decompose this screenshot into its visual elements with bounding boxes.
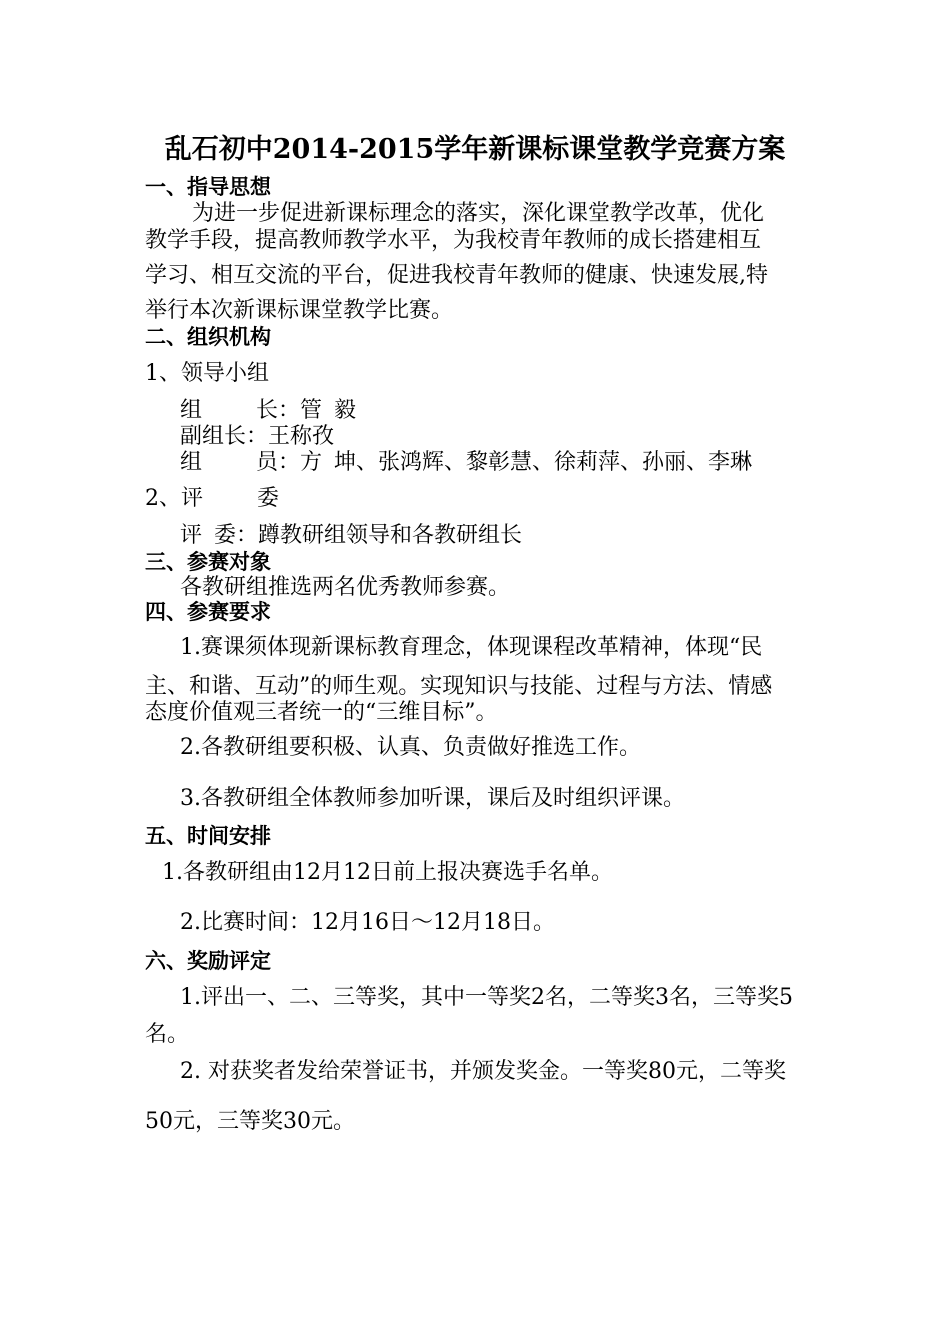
subsection-judges: 2、评 委 — [145, 486, 280, 511]
paragraph-line: 教学手段，提高教师教学水平，为我校青年教师的成长搭建相互 — [145, 228, 762, 253]
paragraph-line: 为进一步促进新课标理念的落实，深化课堂教学改革，优化 — [192, 201, 765, 226]
document-title: 乱石初中2014-2015学年新课标课堂教学竞赛方案 — [164, 134, 786, 165]
section-heading-guiding-idea: 一、指导思想 — [145, 175, 271, 199]
paragraph-line: 50元，三等奖30元。 — [145, 1109, 355, 1134]
paragraph-line: 学习、相互交流的平台，促进我校青年教师的健康、快速发展,特 — [145, 263, 768, 288]
paragraph-line: 1.各教研组由12月12日前上报决赛选手名单。 — [162, 860, 613, 885]
leader-row: 组 长：管 毅 — [180, 398, 357, 423]
section-heading-requirements: 四、参赛要求 — [145, 600, 271, 624]
paragraph-line: 2.比赛时间：12月16日～12月18日。 — [180, 910, 555, 935]
paragraph-line: 主、和谐、互动”的师生观。实现知识与技能、过程与方法、情感 — [145, 674, 773, 699]
paragraph-line: 举行本次新课标课堂教学比赛。 — [145, 298, 454, 323]
paragraph-line: 名。 — [145, 1022, 190, 1047]
paragraph-line: 2.各教研组要积极、认真、负责做好推选工作。 — [180, 735, 641, 760]
paragraph-line: 态度价值观三者统一的“三维目标”。 — [145, 700, 498, 725]
members-row: 组 员：方 坤、张鸿辉、黎彰慧、徐莉萍、孙丽、李琳 — [180, 450, 753, 475]
section-heading-awards: 六、奖励评定 — [145, 949, 271, 973]
section-heading-participants: 三、参赛对象 — [145, 550, 271, 574]
judges-row: 评 委：蹲教研组领导和各教研组长 — [180, 523, 523, 548]
section-heading-organization: 二、组织机构 — [145, 325, 271, 349]
subsection-leading-group: 1、领导小组 — [145, 361, 269, 386]
paragraph-line: 2. 对获奖者发给荣誉证书，并颁发奖金。一等奖80元，二等奖 — [180, 1059, 786, 1084]
paragraph-line: 1.赛课须体现新课标教育理念，体现课程改革精神，体现“民 — [180, 635, 763, 660]
paragraph-line: 3.各教研组全体教师参加听课，课后及时组织评课。 — [180, 786, 685, 811]
paragraph-line: 1.评出一、二、三等奖，其中一等奖2名，二等奖3名，三等奖5 — [180, 985, 793, 1010]
paragraph-line: 各教研组推选两名优秀教师参赛。 — [180, 575, 511, 600]
section-heading-schedule: 五、时间安排 — [145, 824, 271, 848]
vice-leader-row: 副组长：王称孜 — [180, 424, 335, 449]
